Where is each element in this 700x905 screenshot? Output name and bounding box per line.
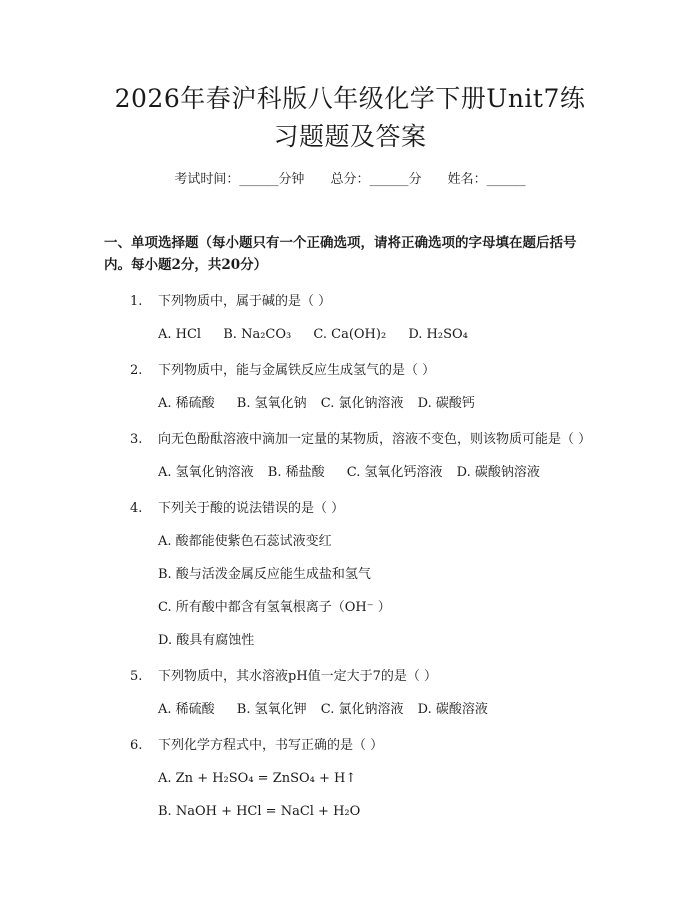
question-text: 向无色酚酞溶液中滴加一定量的某物质，溶液不变色，则该物质可能是（ ） bbox=[158, 432, 592, 447]
option-d: D. 碳酸溶液 bbox=[417, 702, 488, 717]
option-c: C. 氢氧化钙溶液 bbox=[346, 465, 443, 480]
question-6 bbox=[104, 736, 596, 822]
question-number: 2. bbox=[130, 363, 143, 378]
section-heading: 一、单项选择题（每小题只有一个正确选项，请将正确选项的字母填在题后括号内。每小题2分，共20分） bbox=[104, 235, 577, 273]
option-d: D. 酸具有腐蚀性 bbox=[158, 633, 255, 648]
option-c: C. 氯化钠溶液 bbox=[320, 702, 404, 717]
option-row bbox=[104, 394, 596, 414]
option-d: D. 碳酸钙 bbox=[417, 396, 475, 411]
question-stem bbox=[104, 292, 596, 312]
question-number: 1. bbox=[130, 294, 143, 309]
question-text: 下列物质中，其水溶液pH值一定大于7的是（ ） bbox=[158, 669, 438, 684]
question-1 bbox=[104, 292, 596, 345]
question-number: 4. bbox=[130, 501, 143, 516]
question-number: 3. bbox=[130, 432, 143, 447]
question-number: 5. bbox=[130, 669, 143, 684]
question-stem bbox=[104, 361, 596, 381]
question-text: 下列物质中，属于碱的是（ ） bbox=[158, 294, 332, 309]
option-b: B. 稀盐酸 bbox=[267, 465, 325, 480]
option-c: C. Ca(OH)₂ bbox=[313, 327, 387, 342]
option-row bbox=[104, 700, 596, 720]
student-name-field: 姓名：______ bbox=[447, 172, 526, 187]
option-b: B. 氢氧化钠 bbox=[236, 396, 307, 411]
question-text: 下列关于酸的说法错误的是（ ） bbox=[158, 501, 345, 516]
option-a: A. 稀硫酸 bbox=[158, 702, 215, 717]
page-title: 2026年春沪科版八年级化学下册Unit7练习题题及答案 bbox=[114, 84, 586, 151]
option-b: B. 氢氧化钾 bbox=[236, 702, 307, 717]
question-number: 6. bbox=[130, 738, 143, 753]
option-row bbox=[104, 463, 596, 483]
question-text: 下列化学方程式中，书写正确的是（ ） bbox=[158, 738, 384, 753]
option-a: A. Zn + H₂SO₄ = ZnSO₄ + H↑ bbox=[158, 771, 357, 786]
option-a: A. HCl bbox=[158, 327, 202, 342]
option-a: A. 酸都能使紫色石蕊试液变红 bbox=[158, 534, 332, 549]
option-a: A. 氢氧化钠溶液 bbox=[158, 465, 254, 480]
question-stem bbox=[104, 667, 596, 687]
option-a: A. 稀硫酸 bbox=[158, 396, 215, 411]
option-d: D. H₂SO₄ bbox=[408, 327, 468, 342]
exam-time-field: 考试时间：______分钟 bbox=[174, 172, 305, 187]
question-text: 下列物质中，能与金属铁反应生成氢气的是（ ） bbox=[158, 363, 436, 378]
question-stem bbox=[104, 736, 596, 756]
option-c: C. 所有酸中都含有氢氧根离子（OH⁻ ） bbox=[158, 600, 391, 615]
option-b: B. 酸与活泼金属反应能生成盐和氢气 bbox=[158, 567, 371, 582]
option-b: B. Na₂CO₃ bbox=[223, 327, 292, 342]
question-stem bbox=[104, 499, 596, 519]
question-2 bbox=[104, 361, 596, 414]
question-3 bbox=[104, 430, 596, 483]
option-c: C. 氯化钠溶液 bbox=[320, 396, 404, 411]
exam-meta bbox=[104, 170, 596, 190]
option-b: B. NaOH + HCl = NaCl + H₂O bbox=[158, 804, 361, 819]
total-score-field: 总分：______分 bbox=[330, 172, 422, 187]
question-stem bbox=[104, 430, 596, 450]
question-4 bbox=[104, 499, 596, 651]
option-row bbox=[104, 325, 596, 345]
question-5 bbox=[104, 667, 596, 720]
option-d: D. 碳酸钠溶液 bbox=[456, 465, 540, 480]
